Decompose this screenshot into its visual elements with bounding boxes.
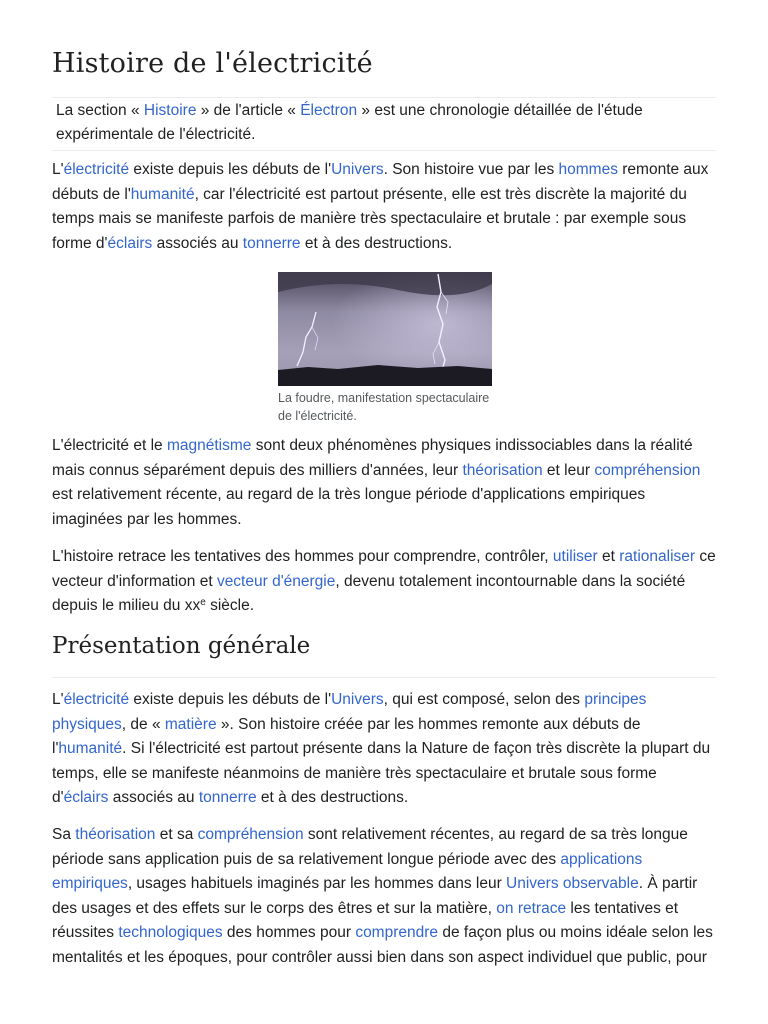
link-univers[interactable]: Univers	[331, 691, 384, 708]
section-paragraph-2	[52, 823, 716, 970]
figure-thumbnail	[278, 272, 492, 425]
link-magnetisme[interactable]: magnétisme	[166, 437, 252, 454]
text: . Si l'électricité est partout présente dans la Nature de façon très discrète la plupart du temps, elle se manifeste néanmoins de manière très spectaculaire et brutale sous forme d'	[52, 740, 711, 806]
text: L'	[52, 691, 64, 708]
link-hommes[interactable]: hommes	[558, 161, 618, 178]
link-histoire[interactable]: Histoire	[143, 102, 197, 119]
link-univers-observable[interactable]: Univers observable	[506, 875, 639, 892]
text: sont deux phénomènes physiques indissociables dans la réalité mais connus séparément depuis des milliers d'années, leur	[52, 437, 693, 479]
text: sont relativement récentes, au regard de sa très longue période sans application puis de sa relativement longue période avec des	[52, 826, 688, 868]
link-principes-physiques[interactable]: principes physiques	[52, 691, 647, 733]
link-eclairs[interactable]: éclairs	[63, 789, 109, 806]
link-electricite[interactable]: électricité	[63, 161, 130, 178]
section-heading: Présentation générale	[52, 633, 311, 659]
text: associés au	[108, 789, 199, 806]
text: et à des destructions.	[300, 234, 453, 252]
link-rationaliser[interactable]: rationaliser	[619, 548, 696, 565]
link-univers[interactable]: Univers	[331, 161, 384, 178]
link-eclairs[interactable]: éclairs	[107, 234, 153, 252]
text: , car l'électricité est partout présente, elle est très discrète la majorité du temps mais se manifeste parfois de manière très spectaculaire et brutale : par exemple sous forme d'	[52, 185, 687, 252]
text: et sa	[155, 826, 198, 843]
text: associés au	[152, 234, 243, 252]
text: , devenu totalement incontournable dans la société depuis le milieu du	[52, 572, 686, 614]
section-divider	[52, 677, 716, 678]
text: , qui est composé, selon des	[383, 691, 585, 708]
century-numeral: xx	[184, 597, 201, 614]
hatnote-text: » de l'article «	[196, 102, 301, 119]
link-comprehension[interactable]: compréhension	[197, 826, 304, 843]
link-applications-empiriques[interactable]: applications empiriques	[52, 850, 643, 892]
figure-caption: La foudre, manifestation spectaculaire de l'électricité.	[278, 391, 490, 423]
text: L'histoire retrace les tentatives des hommes pour comprendre, contrôler,	[52, 548, 553, 565]
link-on-retrace[interactable]: on retrace	[496, 899, 567, 917]
text: de façon plus ou moins idéale selon les mentalités et les époques, pour contrôler aussi bien dans son aspect individuel que public, pour	[52, 924, 713, 966]
link-theorisation[interactable]: théorisation	[75, 826, 156, 843]
link-technologiques[interactable]: technologiques	[118, 924, 223, 941]
link-comprendre[interactable]: comprendre	[355, 924, 439, 941]
text: est relativement récente, au regard de la très longue période d'applications empiriques imaginées par les hommes.	[52, 486, 646, 528]
link-tonnerre[interactable]: tonnerre	[198, 789, 257, 806]
page-title: Histoire de l'électricité	[52, 48, 373, 79]
lightning-image[interactable]	[278, 272, 492, 386]
link-tonnerre[interactable]: tonnerre	[242, 234, 301, 252]
text: existe depuis les débuts de l'	[129, 691, 332, 708]
section-paragraph-1	[52, 688, 716, 811]
text: L'électricité et le	[52, 437, 167, 454]
link-electricite[interactable]: électricité	[63, 691, 130, 708]
text: remonte aux débuts de l'	[52, 161, 709, 203]
link-utiliser[interactable]: utiliser	[552, 548, 598, 565]
link-electron[interactable]: Électron	[300, 102, 358, 119]
text: les tentatives et réussites	[52, 899, 679, 941]
hatnote-text: La section «	[56, 102, 144, 119]
text: , usages habituels imaginés par les hommes dans leur	[127, 875, 507, 892]
link-matiere[interactable]: matière	[164, 715, 217, 733]
text: siècle.	[205, 597, 255, 614]
text: ce vecteur d'information et	[52, 548, 716, 590]
link-humanite[interactable]: humanité	[58, 740, 123, 757]
link-humanite[interactable]: humanité	[130, 185, 195, 203]
link-vecteur-energie[interactable]: vecteur d'énergie	[216, 572, 336, 590]
text: . À partir des usages et des effets sur le corps des êtres et sur la matière,	[52, 875, 698, 917]
text: L'	[52, 161, 64, 178]
text: et	[597, 548, 620, 565]
text: des hommes pour	[222, 924, 356, 941]
text: . Son histoire vue par les	[383, 161, 559, 178]
superscript: e	[200, 597, 206, 608]
link-theorisation[interactable]: théorisation	[462, 461, 543, 479]
hatnote	[52, 97, 716, 151]
intro-paragraph-2	[52, 434, 716, 532]
text: existe depuis les débuts de l'	[129, 161, 332, 178]
link-comprehension[interactable]: compréhension	[594, 461, 701, 479]
text: et à des destructions.	[256, 789, 409, 806]
text: , de «	[121, 715, 165, 733]
intro-paragraph-3	[52, 545, 716, 619]
text: Sa	[52, 826, 76, 843]
text: et leur	[542, 461, 595, 479]
text: ». Son histoire créée par les hommes remonte aux débuts de l'	[52, 715, 641, 757]
hatnote-text: » est une chronologie détaillée de l'étude expérimentale de l'électricité.	[56, 102, 643, 143]
intro-paragraph-1	[52, 158, 716, 256]
